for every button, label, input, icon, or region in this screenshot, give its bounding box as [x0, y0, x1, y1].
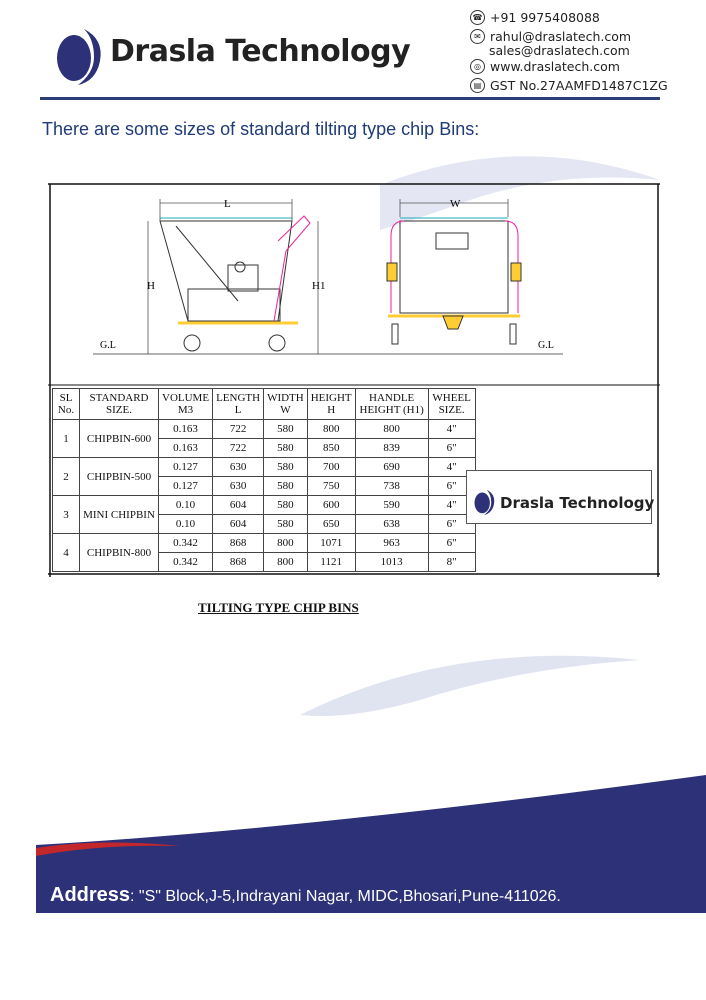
footer-swoosh: [0, 760, 706, 880]
contact-phone: ☎ +91 9975408088: [470, 10, 600, 25]
cell-wheel-size: 6": [428, 439, 475, 458]
table-row: [53, 420, 476, 439]
contact-email-2[interactable]: sales@draslatech.com: [489, 43, 630, 58]
cell-sl: 2: [53, 458, 80, 496]
cell-volume: 0.127: [159, 477, 213, 496]
cell-volume: 0.163: [159, 439, 213, 458]
cell-width: 580: [264, 496, 308, 515]
cell-width: 580: [264, 515, 308, 534]
cell-width: 580: [264, 477, 308, 496]
address-text: Address: "S" Block,J-5,Indrayani Nagar, MIDC,Bhosari,Pune-411026.: [50, 884, 561, 906]
cell-handle-height: 1013: [355, 553, 428, 572]
document-icon: ▤: [470, 78, 485, 93]
cell-wheel-size: 4": [428, 458, 475, 477]
cell-wheel-size: 4": [428, 496, 475, 515]
cell-wheel-size: 8": [428, 553, 475, 572]
drawing-caption: TILTING TYPE CHIP BINS: [198, 600, 359, 615]
header-sl: SL No.: [53, 389, 80, 420]
front-view: [387, 218, 521, 344]
cell-handle-height: 638: [355, 515, 428, 534]
cell-height: 700: [307, 458, 355, 477]
cell-volume: 0.163: [159, 420, 213, 439]
spec-table: [52, 388, 476, 572]
cell-handle-height: 963: [355, 534, 428, 553]
email-icon: ✉: [470, 29, 485, 44]
cell-length: 868: [213, 534, 264, 553]
cell-height: 850: [307, 439, 355, 458]
header-height: HEIGHT H: [307, 389, 355, 420]
ground-label-right: G.L: [538, 340, 554, 351]
cell-length: 630: [213, 477, 264, 496]
table-header-row: [53, 389, 476, 420]
cell-wheel-size: 6": [428, 477, 475, 496]
cell-height: 800: [307, 420, 355, 439]
intro-text: There are some sizes of standard tilting type chip Bins:: [42, 119, 480, 139]
company-logo-small-icon: [472, 488, 496, 516]
company-logo-icon: [52, 25, 104, 87]
cell-sl: 1: [53, 420, 80, 458]
cell-width: 580: [264, 458, 308, 477]
cell-wheel-size: 6": [428, 534, 475, 553]
cell-standard-size: CHIPBIN-600: [80, 420, 159, 458]
cell-sl: 4: [53, 534, 80, 572]
cell-height: 750: [307, 477, 355, 496]
table-row: [53, 496, 476, 515]
cell-handle-height: 590: [355, 496, 428, 515]
cell-wheel-size: 4": [428, 420, 475, 439]
company-name: Drasla Technology: [110, 34, 411, 69]
side-view: [160, 216, 310, 351]
header-volume: VOLUME M3: [159, 389, 213, 420]
cell-height: 650: [307, 515, 355, 534]
cell-wheel-size: 6": [428, 515, 475, 534]
header-divider: [40, 97, 660, 100]
cell-volume: 0.127: [159, 458, 213, 477]
table-row: [53, 458, 476, 477]
cell-handle-height: 839: [355, 439, 428, 458]
dim-label-w: W: [450, 198, 461, 210]
cell-sl: 3: [53, 496, 80, 534]
logo-box-company-name: Drasla Technology: [500, 494, 655, 512]
header-standard-size: STANDARD SIZE.: [80, 389, 159, 420]
cell-standard-size: CHIPBIN-500: [80, 458, 159, 496]
cell-length: 604: [213, 496, 264, 515]
cell-volume: 0.342: [159, 534, 213, 553]
cell-height: 600: [307, 496, 355, 515]
contact-gst: ▤ GST No.27AAMFD1487C1ZG: [470, 78, 668, 93]
cell-width: 800: [264, 553, 308, 572]
cell-length: 630: [213, 458, 264, 477]
dim-label-l: L: [224, 198, 231, 210]
cell-length: 722: [213, 439, 264, 458]
cell-standard-size: MINI CHIPBIN: [80, 496, 159, 534]
cell-length: 722: [213, 420, 264, 439]
header-length: LENGTH L: [213, 389, 264, 420]
contact-email-1[interactable]: ✉ rahul@draslatech.com: [470, 29, 631, 44]
cell-handle-height: 690: [355, 458, 428, 477]
cell-length: 868: [213, 553, 264, 572]
cell-standard-size: CHIPBIN-800: [80, 534, 159, 572]
cell-volume: 0.10: [159, 496, 213, 515]
header-handle-height: HANDLE HEIGHT (H1): [355, 389, 428, 420]
cell-width: 580: [264, 439, 308, 458]
cell-volume: 0.10: [159, 515, 213, 534]
cell-volume: 0.342: [159, 553, 213, 572]
cell-width: 580: [264, 420, 308, 439]
contact-website[interactable]: ◎ www.draslatech.com: [470, 59, 620, 74]
cell-length: 604: [213, 515, 264, 534]
cell-height: 1121: [307, 553, 355, 572]
cell-width: 800: [264, 534, 308, 553]
ground-label-left: G.L: [100, 340, 116, 351]
phone-icon: ☎: [470, 10, 485, 25]
header-wheel-size: WHEEL SIZE.: [428, 389, 475, 420]
cell-handle-height: 738: [355, 477, 428, 496]
cell-handle-height: 800: [355, 420, 428, 439]
globe-icon: ◎: [470, 59, 485, 74]
dim-label-h: H: [147, 280, 155, 292]
header-width: WIDTH W: [264, 389, 308, 420]
table-row: [53, 534, 476, 553]
cell-height: 1071: [307, 534, 355, 553]
dim-label-h1: H1: [312, 280, 326, 292]
